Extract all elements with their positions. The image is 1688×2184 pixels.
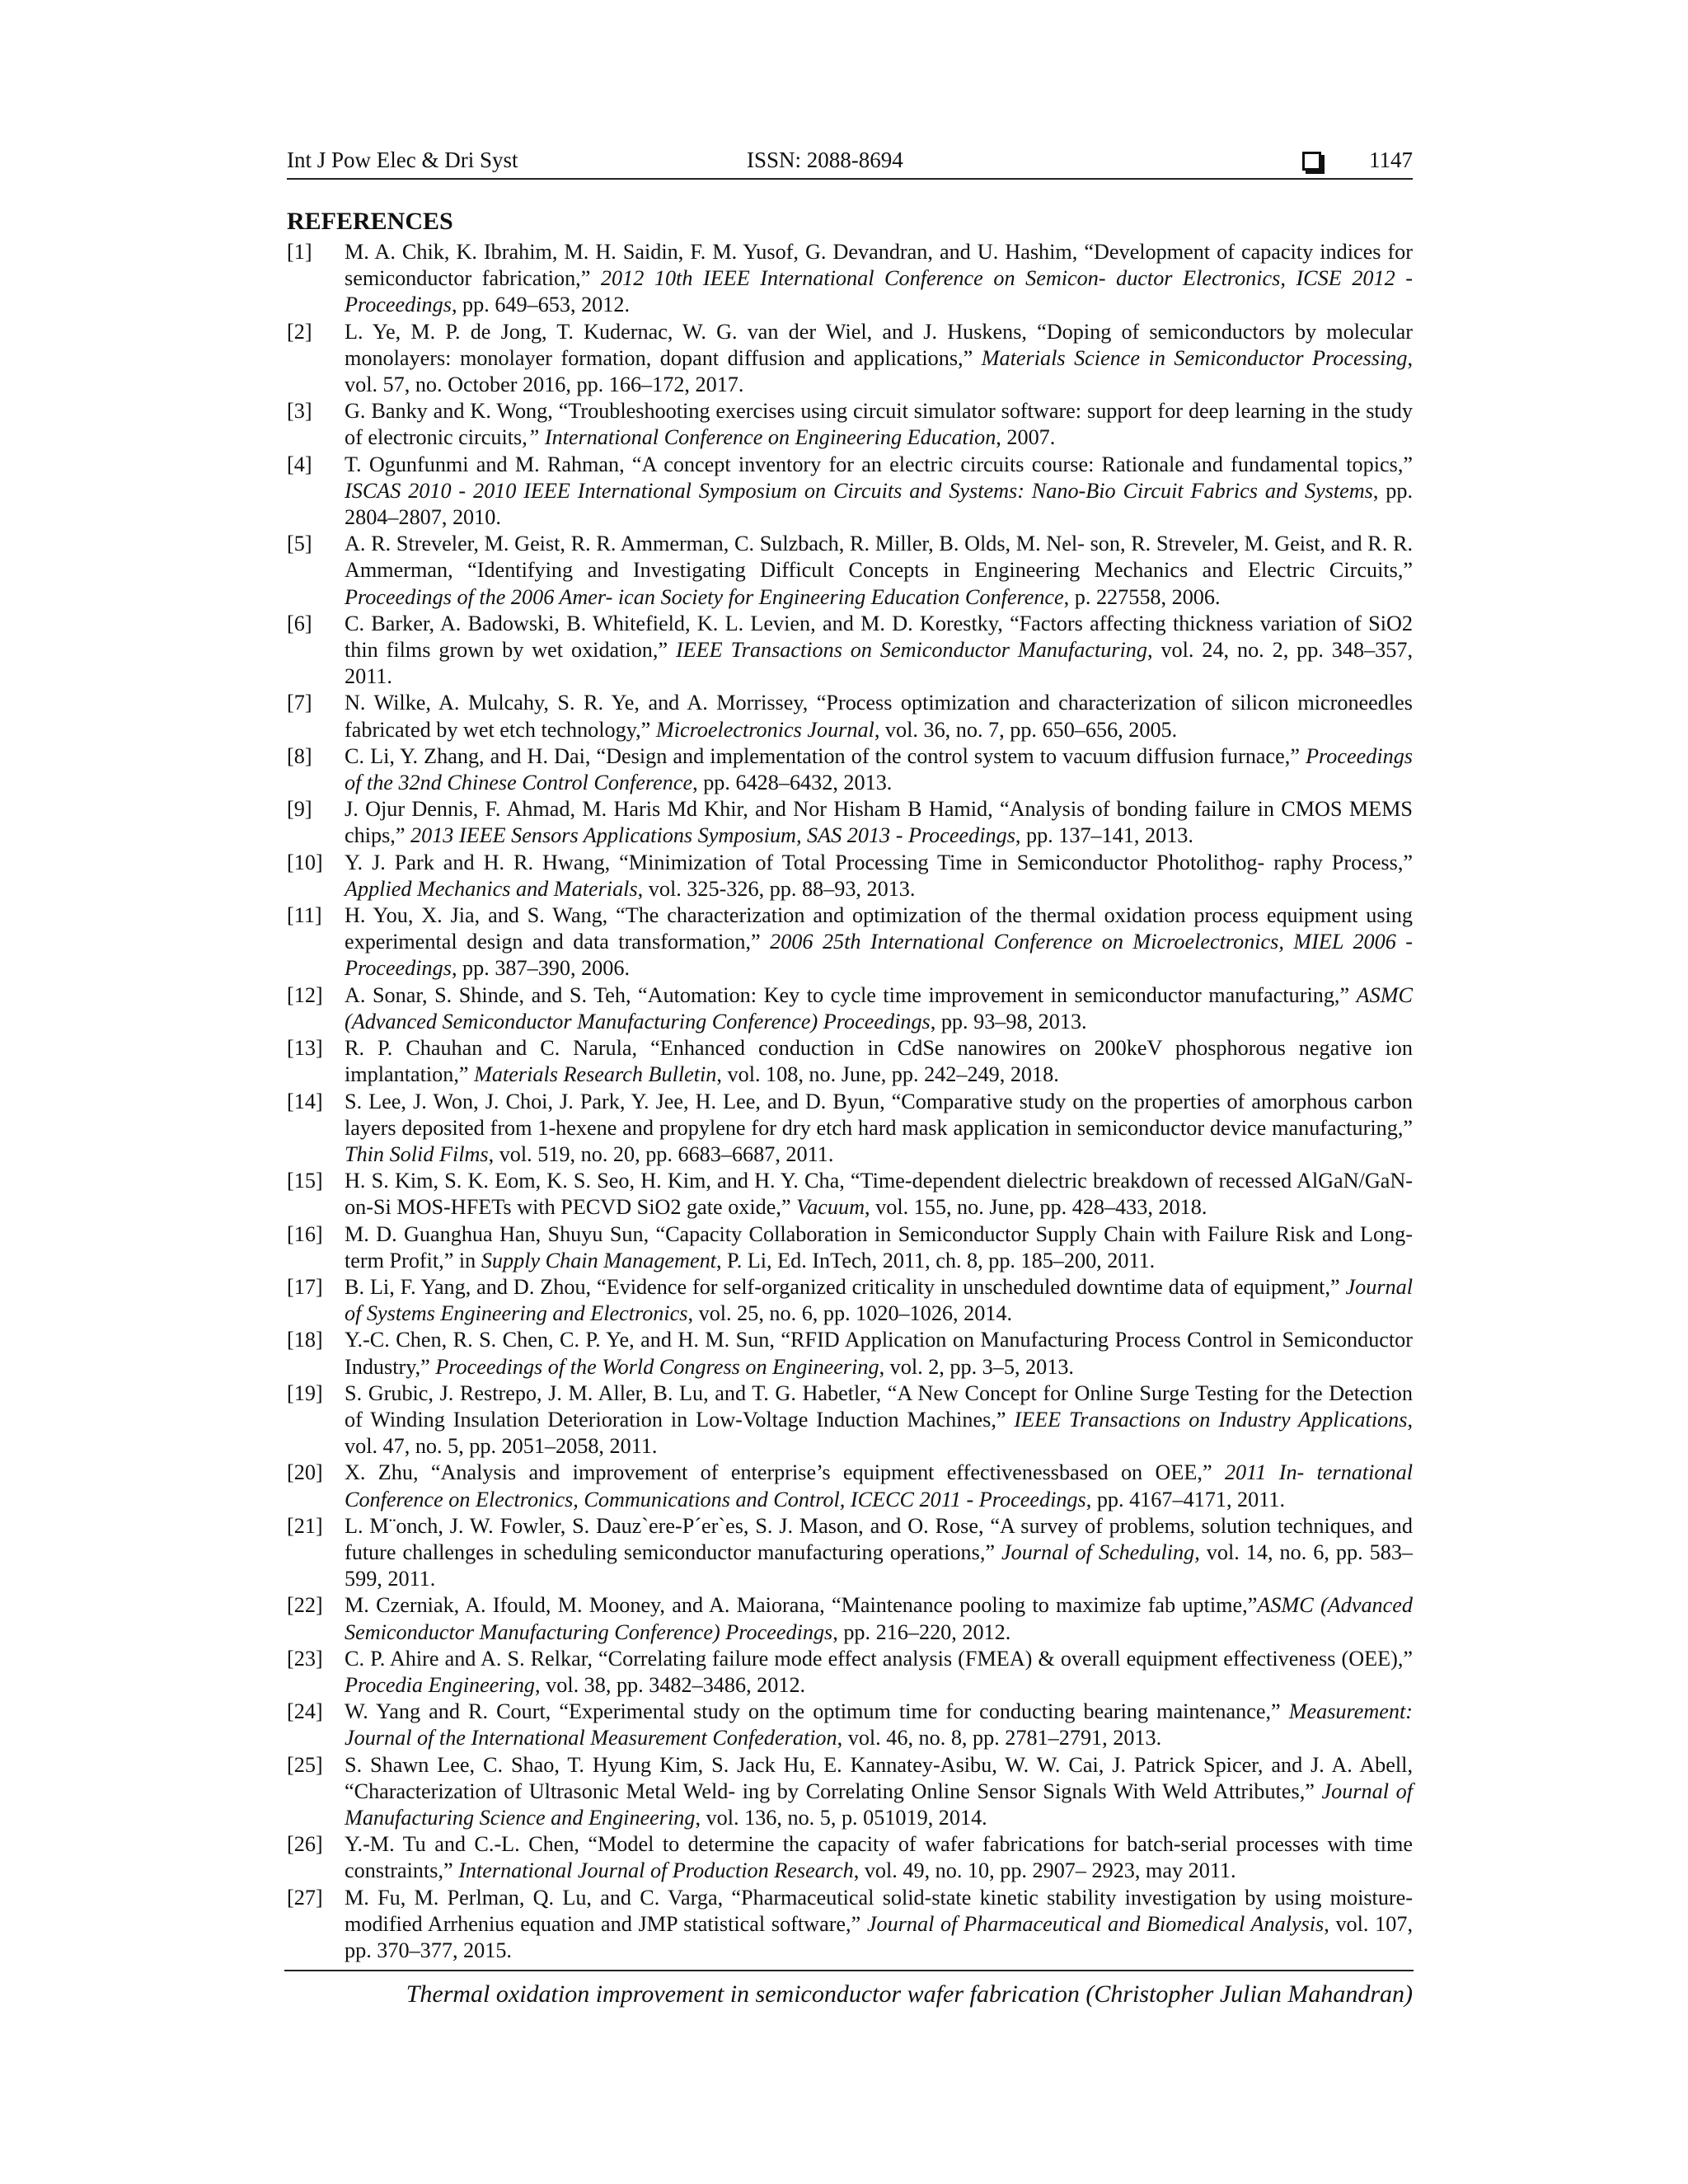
- reference-number: [23]: [287, 1646, 323, 1671]
- reference-venue: Journal of Manufacturing Science and Engineering: [345, 1779, 1413, 1830]
- reference-item: [287, 319, 1413, 399]
- reference-authors-title: H. S. Kim, S. K. Eom, K. S. Seo, H. Kim, and H. Y. Cha, “Time-dependent dielectric breakdown of recessed AlGaN/GaN-on-Si MOS-HFETs with PECVD SiO2 gate oxide,”: [345, 1169, 1413, 1220]
- reference-authors-title: B. Li, F. Yang, and D. Zhou, “Evidence for self-organized criticality in unscheduled downtime data of equipment,”: [345, 1274, 1346, 1299]
- reference-venue: Materials Research Bulletin: [474, 1062, 717, 1087]
- reference-details: , vol. 519, no. 20, pp. 6683–6687, 2011.: [488, 1141, 834, 1166]
- reference-venue: Proceedings of the World Congress on Engineering: [435, 1354, 879, 1379]
- reference-venue: ASMC (Advanced Semiconductor Manufacturing Conference) Proceedings: [345, 982, 1413, 1033]
- reference-venue: Thin Solid Films: [345, 1141, 489, 1166]
- reference-details: , pp. 387–390, 2006.: [451, 956, 630, 981]
- reference-list: [287, 239, 1413, 1964]
- reference-authors-title: Y.-C. Chen, R. S. Chen, C. P. Ye, and H. M. Sun, “RFID Application on Manufacturing Process Control in Semiconductor Industry,”: [345, 1328, 1413, 1379]
- reference-number: [21]: [287, 1513, 323, 1538]
- reference-item: [287, 1089, 1413, 1169]
- reference-details: , pp. 137–141, 2013.: [1015, 823, 1193, 848]
- reference-authors-title: L. M¨onch, J. W. Fowler, S. Dauz`ere-P´er`es, S. J. Mason, and O. Rose, “A survey of problems, solution techniques, and future challenges in scheduling semiconductor manufacturing operations,”: [345, 1513, 1413, 1564]
- issn-label: ISSN: 2088-8694: [747, 148, 903, 172]
- reference-details: , pp. 649–653, 2012.: [451, 293, 630, 317]
- reference-authors-title: M. D. Guanghua Han, Shuyu Sun, “Capacity Collaboration in Semiconductor Supply Chain with Failure Risk and Long-term Profit,” in: [345, 1221, 1413, 1272]
- reference-details: vol. 14, no. 6, pp. 583–599, 2011.: [345, 1540, 1414, 1591]
- reference-item: [287, 1380, 1413, 1460]
- reference-authors-title: M. A. Chik, K. Ibrahim, M. H. Saidin, F. M. Yusof, G. Devandran, and U. Hashim, “Development of capacity indices for semiconductor fabrication,”: [345, 240, 1413, 291]
- reference-item: [287, 1460, 1413, 1512]
- reference-authors-title: T. Ogunfunmi and M. Rahman, “A concept inventory for an electric circuits course: Rationale and fundamental topics,”: [345, 452, 1413, 476]
- reference-venue: Journal of Scheduling,: [1001, 1540, 1200, 1564]
- reference-details: , P. Li, Ed. InTech, 2011, ch. 8, pp. 185–200, 2011.: [715, 1248, 1156, 1272]
- reference-venue: Applied Mechanics and Materials: [345, 876, 638, 901]
- reference-number: [9]: [287, 797, 312, 822]
- reference-authors-title: C. Barker, A. Badowski, B. Whitefield, K. L. Levien, and M. D. Korestky, “Factors affecting thickness variation of SiO2 thin films grown by wet oxidation,”: [345, 611, 1413, 663]
- reference-item: [287, 398, 1413, 451]
- reference-authors-title: L. Ye, M. P. de Jong, T. Kudernac, W. G. van der Wiel, and J. Huskens, “Doping of semiconductors by molecular monolayers: monolayer formation, dopant diffusion and applications,”: [345, 319, 1413, 370]
- reference-item: [287, 1168, 1413, 1221]
- reference-number: [12]: [287, 982, 323, 1007]
- reference-item: [287, 1221, 1413, 1274]
- reference-authors-title: S. Shawn Lee, C. Shao, T. Hyung Kim, S. Jack Hu, E. Kannatey-Asibu, W. W. Cai, J. Patrick Spicer, and J. A. Abell, “Characterization of Ultrasonic Metal Weld- ing by Correlating Online Sensor Signals With Weld Attributes,”: [345, 1752, 1413, 1803]
- reference-item: [287, 1592, 1413, 1645]
- reference-authors-title: S. Lee, J. Won, J. Choi, J. Park, Y. Jee, H. Lee, and D. Byun, “Comparative study on the properties of amorphous carbon layers deposited from 1-hexene and propylene for dry etch hard mask application in semiconductor device manufacturing,”: [345, 1089, 1413, 1140]
- reference-item: [287, 1035, 1413, 1088]
- reference-number: [2]: [287, 319, 312, 344]
- reference-details: , vol. 46, no. 8, pp. 2781–2791, 2013.: [837, 1726, 1162, 1750]
- reference-item: [287, 1513, 1413, 1593]
- reference-number: [26]: [287, 1832, 323, 1857]
- reference-details: , vol. 25, no. 6, pp. 1020–1026, 2014.: [687, 1301, 1013, 1326]
- reference-authors-title: H. You, X. Jia, and S. Wang, “The characterization and optimization of the thermal oxidation process equipment using experimental design and data transformation,”: [345, 903, 1413, 954]
- reference-item: [287, 1752, 1413, 1832]
- reference-venue: Proceedings of the 32nd Chinese Control Conference: [345, 743, 1413, 795]
- reference-number: [1]: [287, 240, 312, 264]
- reference-authors-title: N. Wilke, A. Mulcahy, S. R. Ye, and A. Morrissey, “Process optimization and characterization of silicon microneedles fabricated by wet etch technology,”: [345, 691, 1413, 742]
- reference-details: , vol. 38, pp. 3482–3486, 2012.: [535, 1672, 806, 1697]
- reference-item: [287, 902, 1413, 982]
- reference-details: , p. 227558, 2006.: [1063, 584, 1221, 609]
- reference-venue: ASMC (Advanced Semiconductor Manufacturing Conference) Proceedings: [345, 1593, 1413, 1644]
- reference-details: , vol. 24, no. 2, pp. 348–357, 2011.: [345, 638, 1413, 689]
- reference-item: [287, 850, 1413, 902]
- reference-number: [15]: [287, 1169, 323, 1193]
- reference-authors-title: S. Grubic, J. Restrepo, J. M. Aller, B. Lu, and T. G. Habetler, “A New Concept for Online Surge Testing for the Detection of Winding Insulation Deterioration in Low-Voltage Induction Machines,”: [345, 1380, 1413, 1432]
- reference-details: , vol. 47, no. 5, pp. 2051–2058, 2011.: [345, 1407, 1413, 1459]
- reference-venue: 2013 IEEE Sensors Applications Symposium, SAS 2013 - Proceedings: [410, 823, 1015, 848]
- reference-item: [287, 1327, 1413, 1380]
- reference-details: , vol. 36, no. 7, pp. 650–656, 2005.: [874, 717, 1178, 742]
- reference-number: [16]: [287, 1221, 323, 1246]
- reference-item: [287, 1274, 1413, 1327]
- reference-venue: IEEE Transactions on Semiconductor Manufacturing: [675, 638, 1147, 663]
- reference-item: [287, 1885, 1413, 1965]
- reference-venue: Microelectronics Journal: [655, 717, 874, 742]
- reference-item: [287, 690, 1413, 743]
- reference-details: , 2007.: [996, 425, 1056, 450]
- reference-number: [7]: [287, 691, 312, 715]
- reference-item: [287, 1646, 1413, 1699]
- reference-authors-title: A. R. Streveler, M. Geist, R. R. Ammerman, C. Sulzbach, R. Miller, B. Olds, M. Nel- son, R. Streveler, M. Geist, and R. R. Ammerman, “Identifying and Investigating Difficult Concepts in Engineering Mechanics and Electric Circuits,”: [345, 532, 1413, 583]
- reference-number: [10]: [287, 850, 323, 874]
- reference-number: [5]: [287, 532, 312, 556]
- reference-venue: Procedia Engineering: [345, 1672, 536, 1697]
- reference-venue: International Journal of Production Research: [458, 1858, 854, 1883]
- reference-details: , vol. 325-326, pp. 88–93, 2013.: [637, 876, 916, 901]
- reference-item: [287, 743, 1413, 796]
- reference-details: , vol. 57, no. October 2016, pp. 166–172, 2017.: [345, 345, 1413, 397]
- reference-details: , pp. 216–220, 2012.: [832, 1619, 1011, 1644]
- reference-item: [287, 796, 1413, 849]
- reference-details: , pp. 93–98, 2013.: [930, 1009, 1087, 1033]
- reference-venue: Vacuum: [796, 1195, 865, 1220]
- reference-venue: ,” International Conference on Engineering Education: [522, 425, 996, 450]
- reference-venue: 2006 25th International Conference on Microelectronics, MIEL 2006 - Proceedings: [345, 930, 1413, 981]
- reference-venue: Proceedings of the 2006 Amer- ican Society for Engineering Education Conference: [345, 584, 1064, 609]
- reference-details: , pp. 2804–2807, 2010.: [345, 478, 1413, 530]
- reference-venue: Measurement: Journal of the International Measurement Confederation: [345, 1699, 1413, 1750]
- reference-number: [25]: [287, 1752, 323, 1777]
- reference-venue: 2012 10th IEEE International Conference on Semicon- ductor Electronics, ICSE 2012 - Proceedings: [345, 266, 1413, 317]
- box-icon: [1302, 152, 1321, 171]
- reference-venue: ISCAS 2010 - 2010 IEEE International Symposium on Circuits and Systems: Nano-Bio Circuit Fabrics and Systems: [345, 478, 1373, 503]
- reference-details: , vol. 155, no. June, pp. 428–433, 2018.: [865, 1195, 1207, 1220]
- reference-details: , vol. 108, no. June, pp. 242–249, 2018.: [716, 1062, 1059, 1087]
- reference-authors-title: M. Fu, M. Perlman, Q. Lu, and C. Varga, “Pharmaceutical solid-state kinetic stability investigation by using moisture-modified Arrhenius equation and JMP statistical software,”: [345, 1885, 1413, 1936]
- reference-number: [8]: [287, 743, 312, 768]
- reference-venue: IEEE Transactions on Industry Applications: [1014, 1407, 1408, 1432]
- reference-details: , pp. 6428–6432, 2013.: [692, 771, 893, 795]
- page-footer: Thermal oxidation improvement in semiconductor wafer fabrication (Christopher Julian Mahandran): [406, 1980, 1413, 2008]
- journal-name: Int J Pow Elec & Dri Syst: [287, 148, 518, 172]
- reference-authors-title: C. Li, Y. Zhang, and H. Dai, “Design and implementation of the control system to vacuum diffusion furnace,”: [345, 743, 1306, 768]
- reference-item: [287, 611, 1413, 691]
- references-heading: REFERENCES: [287, 208, 453, 235]
- reference-venue: Journal of Pharmaceutical and Biomedical Analysis: [866, 1911, 1325, 1936]
- reference-details: , vol. 107, pp. 370–377, 2015.: [345, 1911, 1413, 1962]
- reference-authors-title: C. P. Ahire and A. S. Relkar, “Correlating failure mode effect analysis (FMEA) & overall equipment effectiveness (OEE),”: [345, 1646, 1413, 1671]
- reference-number: [11]: [287, 903, 322, 928]
- reference-authors-title: A. Sonar, S. Shinde, and S. Teh, “Automation: Key to cycle time improvement in semiconductor manufacturing,”: [345, 982, 1357, 1007]
- reference-authors-title: X. Zhu, “Analysis and improvement of enterprise’s equipment effectivenessbased on OEE,”: [345, 1460, 1225, 1485]
- reference-number: [27]: [287, 1885, 323, 1910]
- reference-number: [4]: [287, 452, 312, 476]
- reference-number: [3]: [287, 399, 312, 424]
- reference-venue: Supply Chain Management: [481, 1248, 716, 1272]
- reference-item: [287, 239, 1413, 319]
- reference-item: [287, 531, 1413, 611]
- reference-authors-title: M. Czerniak, A. Ifould, M. Mooney, and A. Maiorana, “Maintenance pooling to maximize fab uptime,”: [345, 1593, 1258, 1618]
- reference-number: [24]: [287, 1699, 323, 1724]
- reference-number: [22]: [287, 1593, 323, 1618]
- reference-number: [20]: [287, 1460, 323, 1485]
- reference-number: [19]: [287, 1380, 323, 1405]
- reference-item: [287, 1831, 1413, 1884]
- reference-details: , pp. 4167–4171, 2011.: [1085, 1487, 1285, 1511]
- reference-number: [14]: [287, 1089, 323, 1113]
- reference-authors-title: R. P. Chauhan and C. Narula, “Enhanced conduction in CdSe nanowires on 200keV phosphorous negative ion implantation,”: [345, 1036, 1413, 1087]
- reference-authors-title: W. Yang and R. Court, “Experimental study on the optimum time for conducting bearing maintenance,”: [345, 1699, 1289, 1724]
- reference-authors-title: Y.-M. Tu and C.-L. Chen, “Model to determine the capacity of wafer fabrications for batch-serial processes with time constraints,”: [345, 1832, 1413, 1883]
- reference-item: [287, 452, 1413, 532]
- reference-number: [13]: [287, 1036, 323, 1061]
- reference-item: [287, 1699, 1413, 1751]
- reference-venue: Materials Science in Semiconductor Processing: [981, 345, 1408, 370]
- reference-details: , vol. 2, pp. 3–5, 2013.: [879, 1354, 1074, 1379]
- reference-venue: Journal of Systems Engineering and Electronics: [345, 1274, 1413, 1326]
- reference-item: [287, 982, 1413, 1035]
- reference-details: , vol. 136, no. 5, p. 051019, 2014.: [695, 1805, 987, 1830]
- reference-number: [17]: [287, 1274, 323, 1299]
- reference-authors-title: G. Banky and K. Wong, “Troubleshooting exercises using circuit simulator software: support for deep learning in the study of electronic circuits: [345, 399, 1413, 450]
- page-number: 1147: [1369, 148, 1413, 172]
- page-header: [287, 145, 1413, 180]
- reference-venue: 2011 In- ternational Conference on Electronics, Communications and Control, ICECC 2011 - Proceedings: [345, 1460, 1413, 1511]
- reference-number: [18]: [287, 1328, 323, 1352]
- reference-number: [6]: [287, 611, 312, 635]
- reference-authors-title: J. Ojur Dennis, F. Ahmad, M. Haris Md Khir, and Nor Hisham B Hamid, “Analysis of bonding failure in CMOS MEMS chips,”: [345, 797, 1413, 848]
- reference-authors-title: Y. J. Park and H. R. Hwang, “Minimization of Total Processing Time in Semiconductor Photolithog- raphy Process,”: [345, 850, 1413, 874]
- references-section: [287, 206, 1413, 1964]
- footer-divider: [284, 1970, 1414, 1971]
- reference-details: , vol. 49, no. 10, pp. 2907– 2923, may 2011.: [853, 1858, 1236, 1883]
